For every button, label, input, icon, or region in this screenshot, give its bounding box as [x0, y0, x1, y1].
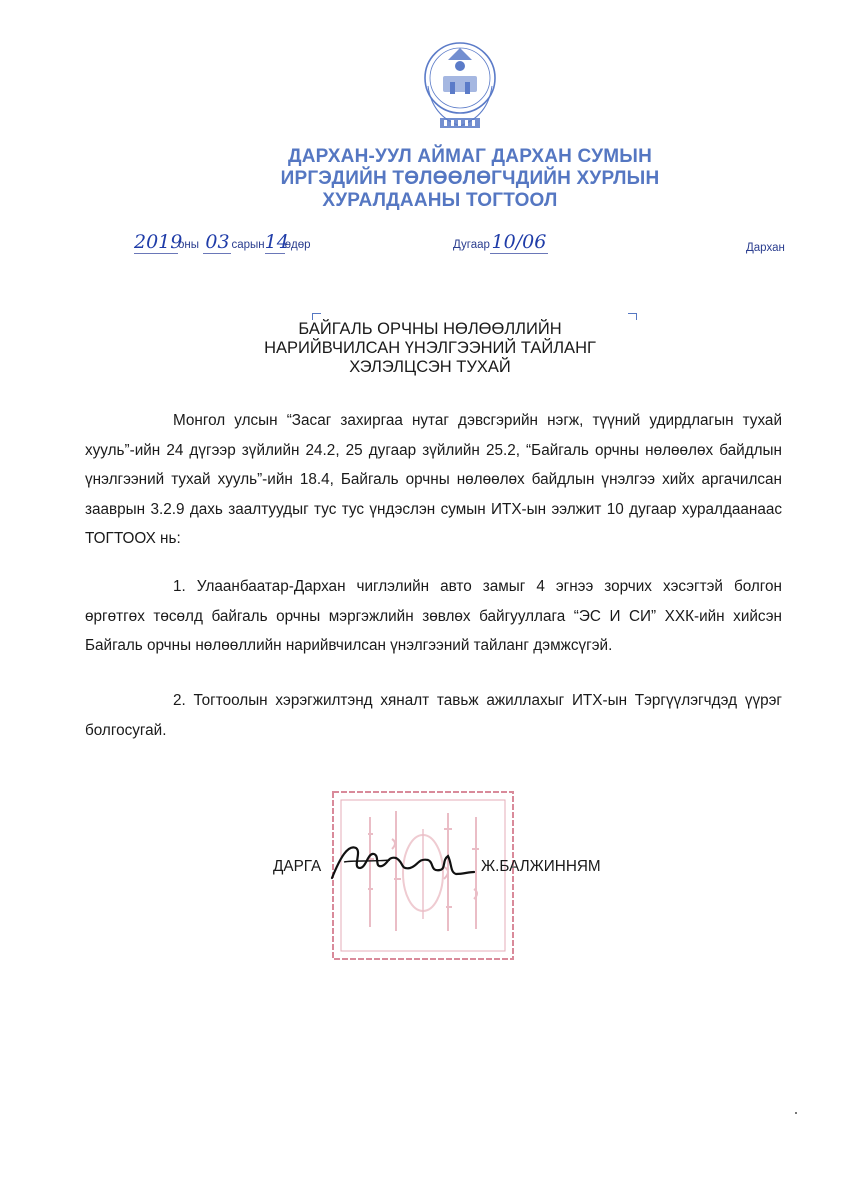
org-heading-line3: ХУРАЛДААНЫ ТОГТООЛ [322, 190, 558, 211]
date-day: 14 [264, 231, 289, 253]
item-1-text: Улаанбаатар-Дархан чиглэлийн авто замыг 4 эгнээ зорчих хэсэгтэй болгон өргөтгөх төсөлд байгаль орчны мэргэжлийн зөвлөх байгууллага “ЭС И СИ” ХХК-ийн хийсэн Байгаль орчны нөлөөллийн нарийвчилсан үнэлгээний тайланг дэмжсүгэй. [85, 578, 783, 655]
scan-speck [795, 1112, 797, 1114]
handwritten-signature [330, 838, 475, 888]
date-year: 2019 [134, 231, 183, 253]
date-field [134, 231, 311, 254]
signatory-name: Ж.БАЛЖИННЯМ [481, 858, 601, 875]
document-title-line1: БАЙГАЛЬ ОРЧНЫ НӨЛӨӨЛЛИЙН [298, 320, 562, 338]
date-year-suffix: оны [178, 239, 200, 251]
item-2-number: 2. [173, 692, 186, 709]
date-month: 03 [205, 231, 230, 253]
title-bracket-left [312, 313, 321, 320]
number-label: Дугаар [453, 239, 490, 251]
signatory-position: ДАРГА [273, 858, 322, 875]
number-value: 10/06 [491, 231, 547, 253]
document-number [453, 231, 548, 254]
preamble-text: Монгол улсын “Засаг захиргаа нутаг дэвсгэрийн нэгж, түүний удирдлагын тухай хууль”-ийн 24 дүгээр зүйлийн 24.2, 25 дугаар зүйлийн 25.2, “Байгаль орчны нөлөөлөх байдлын үнэлгээний тухай хууль”-ийн 18.4, Байгаль орчны нөлөөлөх байдлын үнэлгээ хийх аргачилсан зааврын 3.2.9 дахь заалтуудыг тус тус үндэслэн сумын ИТХ-ын ээлжит 10 дугаар хуралдаанаас ТОГТООХ нь: [85, 412, 782, 548]
preamble-paragraph [85, 406, 782, 554]
resolution-item-2 [85, 686, 782, 745]
document-title-line3: ХЭЛЭЛЦСЭН ТУХАЙ [349, 358, 511, 376]
title-bracket-right [628, 313, 637, 320]
document-title-line2: НАРИЙВЧИЛСАН ҮНЭЛГЭЭНИЙ ТАЙЛАНГ [264, 339, 596, 357]
item-1-number: 1. [173, 578, 186, 595]
state-emblem [422, 38, 498, 140]
place-name: Дархан [746, 242, 785, 254]
date-day-suffix: өдөр [284, 239, 311, 251]
date-month-suffix: сарын [231, 239, 265, 251]
org-heading-line2: ИРГЭДИЙН ТӨЛӨӨЛӨГЧДИЙН ХУРЛЫН [280, 168, 660, 189]
item-2-text: Тогтоолын хэрэгжилтэнд хяналт тавьж ажиллахыг ИТХ-ын Тэргүүлэгчдэд үүрэг болгосугай. [85, 692, 783, 739]
resolution-item-1 [85, 572, 782, 661]
org-heading-line1: ДАРХАН-УУЛ АЙМАГ ДАРХАН СУМЫН [288, 146, 652, 167]
